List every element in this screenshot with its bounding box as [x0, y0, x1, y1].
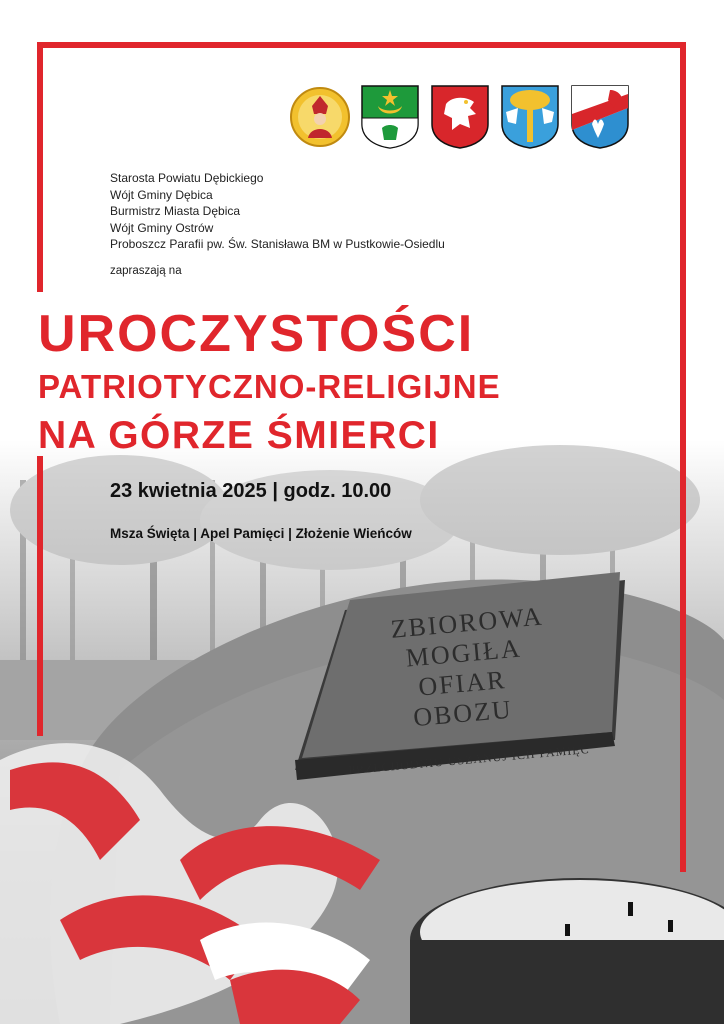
plaque-line-5: PRZECHODNIU USZANUJ ICH PAMIĘĆ [347, 742, 591, 778]
inviter-wojt-debica: Wójt Gminy Dębica [110, 187, 213, 202]
logo-row [290, 84, 630, 150]
inviter-starosta: Starosta Powiatu Dębickiego [110, 171, 264, 185]
powiat-debicki-crest-icon [430, 84, 490, 150]
frame-left [37, 42, 43, 292]
miasto-debica-crest-icon [500, 84, 560, 150]
frame-top [37, 42, 685, 48]
title-line-2: PATRIOTYCZNO-RELIGIJNE [38, 368, 501, 405]
gmina-ostrow-crest-icon [570, 84, 630, 150]
gmina-debica-crest-icon [360, 84, 420, 150]
plaque-line-4: OBOZU [412, 694, 514, 733]
frame-left-lower [37, 456, 43, 736]
plaque-line-2: MOGIŁA [404, 633, 523, 673]
inviter-burmistrz: Burmistrz Miasta Dębica [110, 204, 241, 218]
inviters-list [110, 170, 445, 253]
inviter-proboszcz: Proboszcz Parafii pw. Św. Stanisława BM w Pustkowie-Osiedlu [110, 237, 445, 251]
plaque-line-3: OFIAR [417, 665, 508, 702]
title-line-3: NA GÓRZE ŚMIERCI [38, 414, 440, 457]
event-date: 23 kwietnia 2025 | godz. 10.00 [110, 480, 392, 502]
event-program: Msza Święta | Apel Pamięci | Złożenie Wieńców [110, 526, 412, 541]
frame-right [680, 42, 686, 872]
invite-text: zapraszają na [110, 265, 182, 277]
title-line-1: UROCZYSTOŚCI [38, 305, 475, 363]
plaque-line-1: ZBIOROWA [389, 601, 545, 644]
parish-seal-icon [290, 84, 350, 150]
inviter-wojt-ostrow: Wójt Gminy Ostrów [110, 220, 214, 235]
